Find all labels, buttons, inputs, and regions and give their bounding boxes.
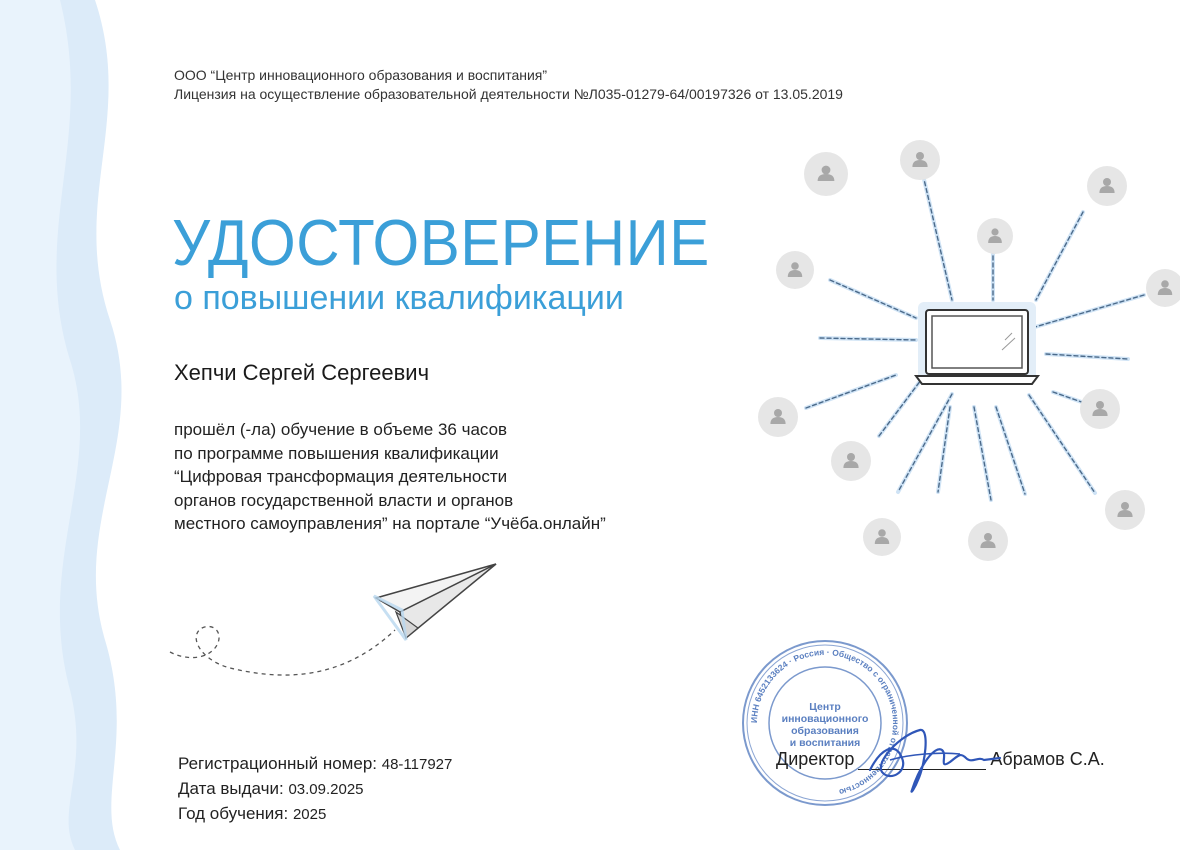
- director-name: Абрамов С.А.: [990, 749, 1105, 769]
- certificate-meta: [178, 752, 452, 827]
- user-avatar-icon: [1105, 490, 1145, 530]
- issue-date-row: [178, 777, 452, 802]
- stamp-line: Центр: [809, 701, 841, 713]
- issue-date-label: Дата выдачи:: [178, 779, 284, 798]
- study-year-value: 2025: [292, 806, 327, 823]
- license-text: Лицензия на осуществление образовательной деятельности №Л035-01279-64/00197326 от 13.05.2019: [174, 86, 843, 102]
- paper-plane-icon: [160, 560, 510, 695]
- handwritten-signature: [860, 710, 1010, 805]
- registration-row: [178, 752, 452, 777]
- user-avatar-icon: [1146, 269, 1180, 307]
- stamp-line: и воспитания: [789, 737, 861, 749]
- laptop-icon: [916, 302, 1038, 384]
- user-avatar-icon: [977, 218, 1013, 254]
- director-label: Директор: [776, 749, 855, 769]
- user-avatar-icon: [968, 521, 1008, 561]
- issue-date-value: 03.09.2025: [288, 781, 364, 798]
- user-avatar-icon: [1080, 389, 1120, 429]
- user-avatar-icon: [776, 251, 814, 289]
- registration-number: 48-117927: [381, 756, 453, 773]
- stamp-line: инновационного: [781, 713, 869, 725]
- study-year-row: [178, 802, 452, 827]
- body-line: органов государственной власти и органов: [174, 490, 514, 510]
- stamp-line: образования: [791, 725, 859, 737]
- registration-label: Регистрационный номер:: [178, 754, 378, 773]
- body-line: прошёл (-ла) обучение в объеме 36 часов: [174, 420, 508, 439]
- organization-header: [174, 66, 843, 104]
- user-avatar-icon: [804, 152, 848, 196]
- certificate-subtitle: о повышении квалификации: [174, 279, 624, 317]
- study-year-label: Год обучения:: [178, 804, 289, 823]
- recipient-name: Хепчи Сергей Сергеевич: [174, 360, 430, 385]
- user-avatar-icon: [831, 441, 871, 481]
- organization-name: ООО “Центр инновационного образования и воспитания”: [174, 67, 548, 83]
- body-line: “Цифровая трансформация деятельности: [174, 467, 508, 486]
- user-avatar-icon: [1087, 166, 1127, 206]
- background-wave: [0, 0, 160, 850]
- certificate-title: УДОСТОВЕРЕНИЕ: [172, 206, 710, 280]
- stamp-ring-text: ИНН 6452133624 · Россия · Общество с ограниченной ответственностью: [748, 646, 902, 798]
- certificate-body: [174, 418, 606, 536]
- network-illustration: [740, 130, 1180, 570]
- body-line: местного самоуправления” на портале “Учёба.онлайн”: [174, 514, 606, 533]
- user-avatar-icon: [758, 397, 798, 437]
- body-line: по программе повышения квалификации: [174, 443, 499, 463]
- user-avatar-icon: [900, 140, 940, 180]
- user-avatar-icon: [863, 518, 901, 556]
